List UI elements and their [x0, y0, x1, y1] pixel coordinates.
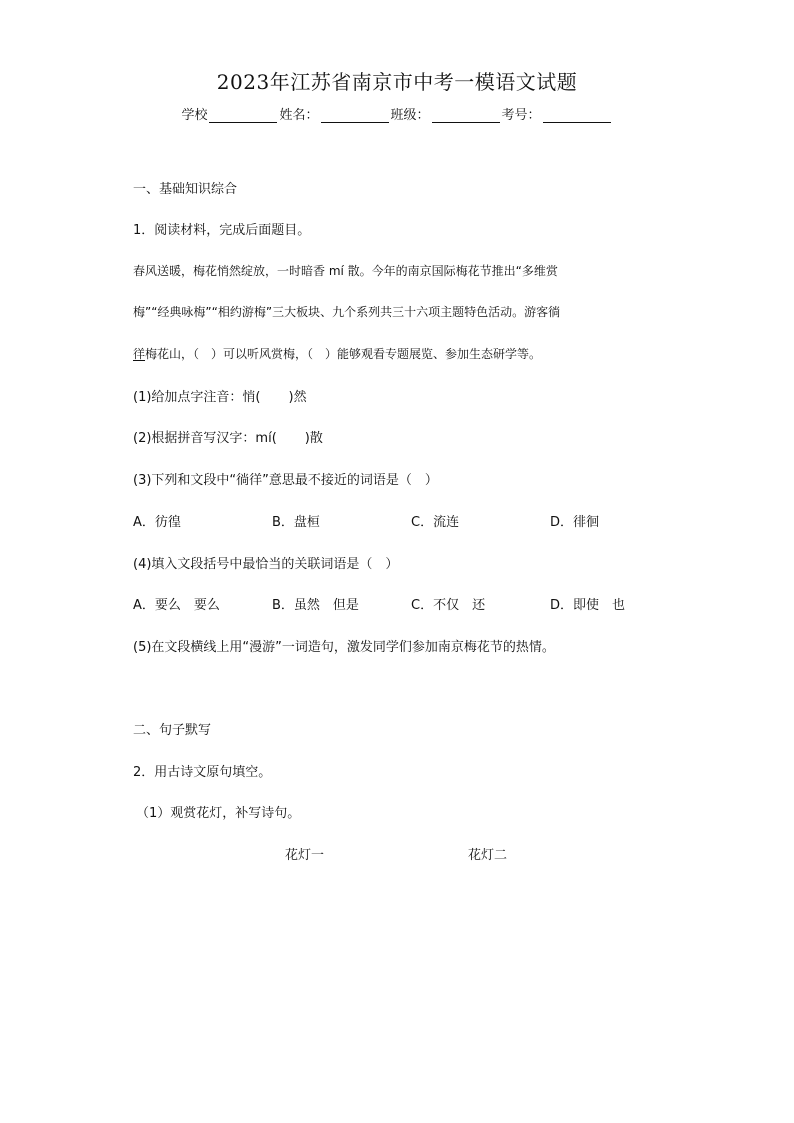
passage-line-2: 梅”“经典咏梅”“相约游梅”三大板块、九个系列共三十六项主题特色活动。游客徜: [133, 305, 561, 319]
student-info-line: [0, 104, 794, 123]
passage-line-3: [133, 345, 541, 362]
sub-question-3: (3)下列和文段中“徜徉”意思最不接近的词语是（ ）: [133, 473, 438, 488]
name-label: 姓名：: [279, 108, 319, 123]
sub-question-2-end: )散: [304, 431, 323, 446]
lantern-2-label: 花灯二: [468, 848, 508, 863]
sub-question-2-text: (2)根据拼音写汉字：mí(: [133, 431, 277, 446]
option-d: D．徘徊: [550, 515, 600, 530]
question-1-stem: 1．阅读材料，完成后面题目。: [133, 223, 311, 238]
page-title: 2023年江苏省南京市中考一模语文试题: [216, 70, 578, 94]
section-heading-2: 二、句子默写: [133, 723, 212, 738]
option-c: C．流连: [411, 515, 460, 530]
sub-question-4: (4)填入文段括号中最恰当的关联词语是（ ）: [133, 557, 399, 572]
option-c: C．不仅 还: [411, 598, 486, 613]
q2-sub-question-1: （1）观赏花灯，补写诗句。: [136, 806, 301, 821]
passage-line-3-text: 梅花山，（ ）可以听风赏梅，（ ）能够观看专题展览、参加生态研学等。: [145, 347, 542, 361]
option-b: B．虽然 但是: [272, 598, 359, 613]
school-blank: [209, 109, 277, 123]
question-2-stem: 2．用古诗文原句填空。: [133, 765, 272, 780]
lantern-1-label: 花灯一: [285, 848, 325, 863]
option-d: D．即使 也: [550, 598, 626, 613]
underlined-char: 徉: [133, 347, 146, 361]
exam-no-blank: [543, 109, 611, 123]
option-a: A．要么 要么: [133, 598, 220, 613]
passage-line-1: 春风送暖，梅花悄然绽放，一时暗香 mí 散。今年的南京国际梅花节推出“多维赏: [133, 264, 558, 278]
class-label: 班级：: [390, 108, 430, 123]
sub-question-1-text: (1)给加点字注音：悄(: [133, 390, 261, 405]
exam-no-label: 考号：: [501, 108, 541, 123]
name-blank: [321, 109, 389, 123]
section-heading-1: 一、基础知识综合: [133, 182, 238, 197]
school-label: 学校: [181, 108, 208, 123]
sub-question-1-end: )然: [288, 390, 307, 405]
option-b: B．盘桓: [272, 515, 320, 530]
option-a: A．彷徨: [133, 515, 181, 530]
sub-question-2: [133, 427, 323, 446]
class-blank: [432, 109, 500, 123]
sub-question-5: (5)在文段横线上用“漫游”一词造句，激发同学们参加南京梅花节的热情。: [133, 640, 555, 655]
sub-question-1: [133, 386, 307, 405]
